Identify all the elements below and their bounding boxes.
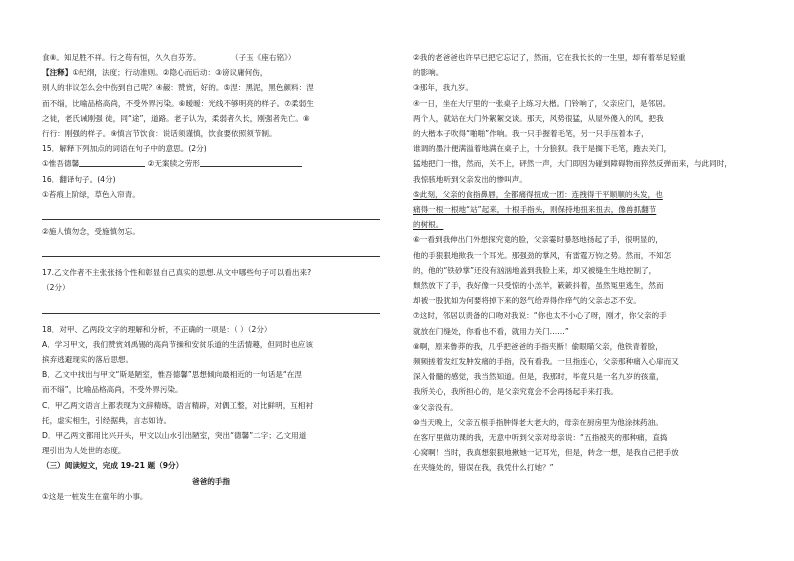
question-17: 17.乙文作者不主张张扬个性和彰显自己真实的思想.从文中哪些句子可以看出来? — [42, 268, 312, 278]
article-line: 颓然放下了手，我好像一只受惊的小羔羊，簌簌抖着，虽然冤里逃生，然而 — [413, 281, 664, 291]
question-15: 15．解释下列加点的词语在句子中的意思。(2分) — [42, 144, 207, 154]
q18-option-a: A．学习甲文，我们赞赏刘禹锡的高尚节操和安贫乐道的生活情趣，但同时也应该 — [42, 339, 313, 349]
q18-option-b-cont: 而不缁”，比喻品格高尚，不受外界污染。 — [42, 385, 183, 395]
article-line: ②我的老爸爸也许早已把它忘记了，然而，它在我长长的一生里，却有着举足轻重 — [413, 53, 686, 62]
article-line: 两个人，就站在大门外絮絮交谈。那天，风势很猛，从屋外傻入的风，把我 — [413, 113, 664, 123]
question-18: 18．对甲、乙两段文字的理解和分析，不正确的一项是：（ ）（2分） — [42, 324, 272, 334]
left-column — [42, 50, 380, 504]
article-line: ⑧啊，原来鲁莽的我，几乎把爸爸的手指夹断！偷眼瞄父亲，他铁青着脸， — [413, 341, 663, 351]
question-16: 16．翻译句子。(4分) — [42, 174, 116, 184]
q15-item-b: ②无案牍之劳形 — [147, 159, 200, 169]
article-line: ⑦这时，邻居以责备的口吻对我说：“你也太不小心了呀，刚才，你父亲的手 — [413, 311, 667, 321]
article-line: 的影响。 — [413, 68, 444, 78]
underlined-line: 痛得一根一根地“站”起来，十根手指头，则保持地扭来扭去，像兽抓翻节 — [413, 205, 657, 215]
notes-line: ①纪纲，法度；行动准则。②隐心而后动：③谤议庸何伤， — [72, 68, 268, 78]
section-heading: （三）阅读短文，完成 19-21 题（9分） — [42, 461, 184, 471]
q18-option-c: C．甲乙两文语言上都表现为文辞精练，语言精辟，对偶工整，对比鲜明，互相衬 — [42, 400, 314, 410]
answer-line[interactable] — [42, 298, 380, 314]
answer-blank[interactable] — [79, 157, 145, 167]
article-paragraph: ①这是一桩发生在童年的小事。 — [42, 491, 148, 501]
article-line: 我惊骇地听到父亲发出的惨叫声。 — [413, 174, 527, 184]
poem-source: （子玉《座右铭》） — [234, 53, 296, 62]
q18-option-d: D．甲乙两文都用比兴开头，甲文以山水引出陋室，突出“德馨”二字；乙文用道 — [42, 431, 307, 441]
article-line: 却被一股犹如为何要将掉下来的怒气给弄得作痒气的父亲忐忑不安。 — [413, 296, 641, 306]
answer-line[interactable] — [42, 204, 380, 220]
question-15-items — [42, 156, 380, 171]
answer-blank[interactable] — [200, 157, 302, 167]
article-line: 心窝啊！当时，我真想狠狠地揪她一记耳光，但是，转念一想，是我自己把手放 — [413, 448, 679, 458]
q18-option-b: B．乙文中找出与甲文“斯是陋室，惟吾德馨”思想倾向最相近的一句话是“在涅 — [42, 370, 303, 380]
article-line: ④一日，坐在大厅里的一张桌子上练习大楷。门铃响了，父亲应门，是邻居。 — [413, 98, 671, 108]
notes-paragraph — [42, 65, 380, 80]
article-line: 的大楷本子吹得“啪啪”作响。我一只手握着毛笔，另一只手压着本子， — [413, 129, 649, 139]
right-column — [413, 50, 759, 476]
q16-item-a: ①苔痕上阶绿，草色入帘青。 — [42, 189, 140, 199]
article-title: 爸爸的手指 — [192, 476, 230, 486]
article-underlined — [413, 187, 759, 233]
article-line: ⑩当天晚上，父亲五根手指肿得老大老大的，母亲在厨房里为他涂抹药油。 — [413, 417, 663, 427]
article-line: 在夹缝处的，错误在我，我凭什么打她？” — [413, 463, 554, 473]
article-line: 的，他的“铁砂掌”还没有汹汹地盖到我脸上来，却又被缝生生地控制了， — [413, 265, 657, 275]
article-body — [413, 50, 759, 187]
q18-option-d-cont: 理引出为人处世的态度。 — [42, 446, 126, 456]
article-line: 深入骨髓的感觉，我当然知道。但是，我那时，毕竟只是一名九岁的孩童， — [413, 372, 664, 382]
poem-line — [42, 50, 380, 65]
article-line: 频频搓着发红发肿发痛的手指，没有看我。一旦指连心，父亲那种痛入心扉而又 — [413, 357, 679, 367]
notes-line: 而不缁，比喻品格高尚，不受外界污染。⑥暧暧：光线不够明亮的样子。⑦柔弱生 — [42, 98, 314, 108]
article-line: 猛地把门一推，然而，关不上，砰然一声，大门即因为碰到障碍物而猝然反弹而来，与此同时， — [413, 159, 732, 169]
underlined-line: 的树根。 — [413, 220, 444, 230]
article-line: 在客厅里做功课的我，无意中听到父亲对母亲说：“五指被夹的那种痛，直捣 — [413, 433, 668, 443]
article-line: 就放在门缝处，你看也不看，就用力关门……” — [413, 326, 569, 336]
notes-line: 之徒，老氏诫刚强 徒，同“途”，道路。老子认为，柔弱者久长，刚强者先亡。⑧ — [42, 113, 310, 123]
article-line: 我所关心，我所担心的，是父亲究竟会不会再扬起手来打我。 — [413, 387, 619, 397]
article-line: ⑥一看到我伸出门外想探究竟的脸，父亲霎时暴怒地扬起了手，很明显的， — [413, 235, 663, 245]
q16-item-b: ②施人慎勿念，受施慎勿忘。 — [42, 227, 140, 237]
q18-option-c-cont: 托，虚实相生，引经据典，言志如诗。 — [42, 415, 172, 425]
question-17-score: （2分） — [42, 283, 70, 293]
underlined-line: ⑤此刻，父亲的食指鼻唇，全都痛得扭成一团：连拽得干平顺顺的头发，也 — [413, 189, 663, 199]
notes-label: 【注释】 — [42, 68, 73, 78]
article-line: 谁调的墨汁便满溢着地满在桌子上，十分狼狈。我于是搁下毛笔，跑去关门， — [413, 144, 672, 154]
notes-line: 别人的非议怎么会中伤到自己呢？④赧：赞赏，好的。⑤涅：黑泥，黑色颜料：涅 — [42, 83, 314, 93]
article-line: ⑨父亲没有。 — [413, 402, 458, 412]
poem-text: 食⑧。知足胜不祥。行之苟有恒，久久自芬芳。 — [42, 53, 201, 62]
q15-item-a: ①惟吾德馨 — [42, 159, 80, 169]
answer-line[interactable] — [42, 241, 380, 257]
article-line: 他的手狠狠地揿我一个耳光。那强劲的掌风，有雷霆万钧之势。然而，不知怎 — [413, 250, 672, 260]
article-line: ③那年，我九岁。 — [413, 83, 473, 93]
notes-line: 行行：刚强的样子。⑨慎言节饮食：说话须谨慎，饮食要依照须节制。 — [42, 129, 277, 139]
q18-option-a-cont: 摈弃逃避现实的落后思想。 — [42, 355, 134, 365]
article-body-continued — [413, 232, 759, 475]
